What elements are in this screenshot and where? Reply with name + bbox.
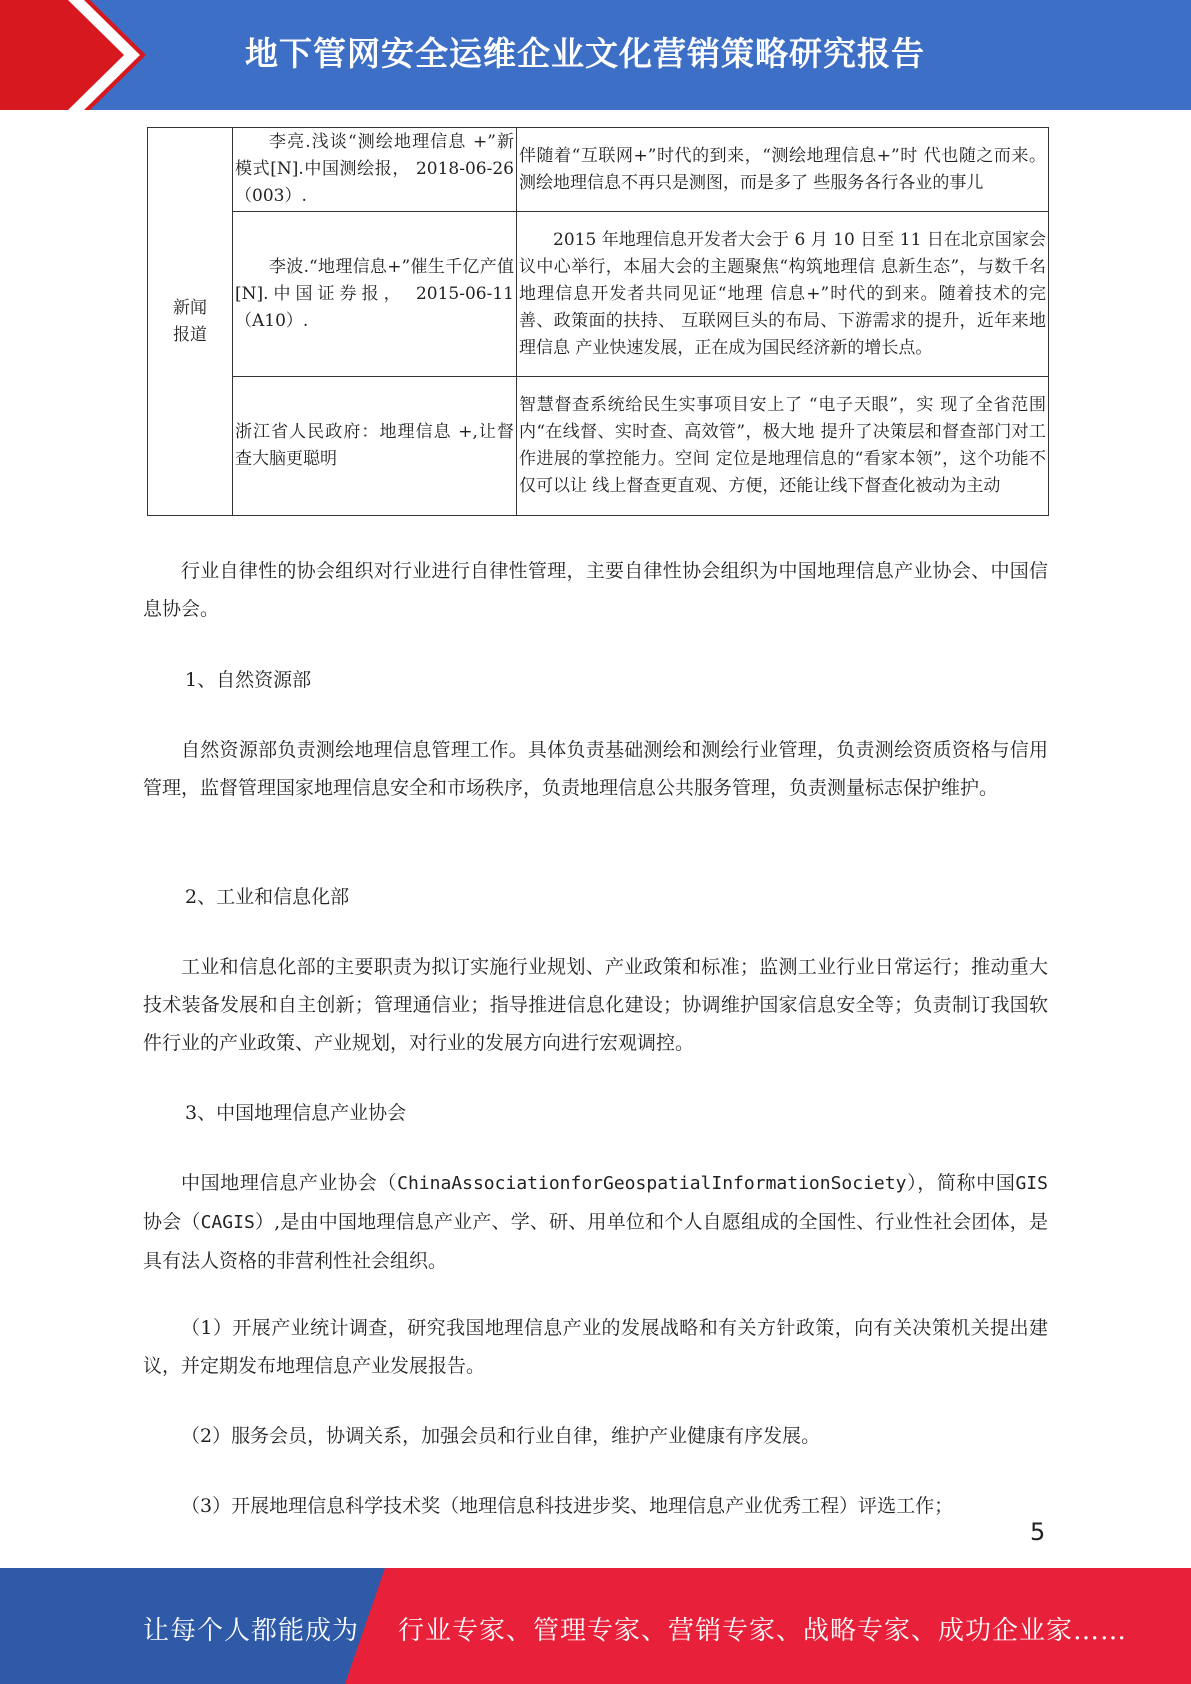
paragraph: 行业自律性的协会组织对行业进行自律性管理，主要自律性协会组织为中国地理信息产业协会、中国信息协会。 bbox=[143, 560, 1048, 620]
paragraph: 工业和信息化部的主要职责为拟订实施行业规划、产业政策和标准；监测工业行业日常运行；推动重大技术装备发展和自主创新；管理通信业；指导推进信息化建设；协调维护国家信息安全等；负责制订我国软件行业的产业政策、产业规划，对行业的发展方向进行宏观调控。 bbox=[143, 956, 1048, 1054]
english-name: ChinaAssociationforGeospatialInformationSociety bbox=[397, 1173, 907, 1194]
source-cell: 李亮.浅谈“测绘地理信息 +”新模式[N].中国测绘报， 2018-06-26 （003）. bbox=[233, 128, 517, 212]
paragraph bbox=[143, 1164, 1048, 1280]
paragraph: 自然资源部负责测绘地理信息管理工作。具体负责基础测绘和测绘行业管理，负责测绘资质资格与信用管理，监督管理国家地理信息安全和市场秩序，负责地理信息公共服务管理，负责测量标志保护维护。 bbox=[143, 739, 1048, 799]
abbrev: GIS bbox=[1015, 1173, 1048, 1194]
section-heading: 3、中国地理信息产业协会 bbox=[185, 1102, 407, 1124]
table-row bbox=[148, 128, 1049, 212]
table-row bbox=[148, 212, 1049, 377]
category-line-1: 新闻 bbox=[173, 297, 207, 318]
abbrev: CAGIS bbox=[200, 1212, 255, 1233]
source-cell: 浙江省人民政府：地理信息 +,让督查大脑更聪明 bbox=[233, 377, 517, 516]
section-heading: 2、工业和信息化部 bbox=[185, 886, 350, 908]
summary-cell: 伴随着“互联网+”时代的到来，“测绘地理信息+”时 代也随之而来。测绘地理信息不再只是测图，而是多了 些服务各行各业的事儿 bbox=[517, 128, 1049, 212]
page-header bbox=[0, 0, 1191, 110]
summary-cell: 2015 年地理信息开发者大会于 6 月 10 日至 11 日在北京国家会议中心举行，本届大会的主题聚焦“构筑地理信 息新生态”，与数千名地理信息开发者共同见证“地理 信息+”时代的到来。随着技术的完善、政策面的扶持、 互联网巨头的布局、下游需求的提升，近年来地理信息 产业快速发展，正在成为国民经济新的增长点。 bbox=[517, 212, 1049, 377]
page-footer bbox=[0, 1568, 1191, 1684]
page-number: 5 bbox=[1030, 1518, 1046, 1546]
source-cell: 李波.“地理信息+”催生千亿产值[N].中国证券报， 2015-06-11（A10）. bbox=[233, 212, 517, 377]
summary-cell: 智慧督查系统给民生实事项目安上了 “电子天眼”，实 现了全省范围内“在线督、实时查、高效管”，极大地 提升了决策层和督查部门对工作进展的掌控能力。空间 定位是地理信息的“看家本领”，这个功能不仅可以让 线上督查更直观、方便，还能让线下督查化被动为主动 bbox=[517, 377, 1049, 516]
header-arrow-icon bbox=[0, 0, 160, 110]
section-heading: 1、自然资源部 bbox=[185, 669, 312, 691]
report-title: 地下管网安全运维企业文化营销策略研究报告 bbox=[245, 34, 925, 73]
category-cell bbox=[148, 128, 233, 516]
text-span: ），简称中国 bbox=[906, 1172, 1016, 1194]
text-span: 协会（ bbox=[143, 1211, 201, 1233]
text-span: ）,是由中国地理信息产业产、学、研、用单位和个人自愿组成的全国性、行业性社会团体，是具有法人资格的非营利性社会组织。 bbox=[143, 1211, 1048, 1272]
list-item: （3）开展地理信息科学技术奖（地理信息科技进步奖、地理信息产业优秀工程）评选工作； bbox=[181, 1495, 954, 1517]
text-span: 中国地理信息产业协会（ bbox=[181, 1172, 398, 1194]
category-line-2: 报道 bbox=[173, 324, 207, 345]
footer-slogan-right: 行业专家、管理专家、营销专家、战略专家、成功企业家…… bbox=[398, 1616, 1128, 1646]
footer-slogan-left: 让每个人都能成为 bbox=[143, 1616, 360, 1646]
news-report-table bbox=[147, 127, 1049, 516]
table-row bbox=[148, 377, 1049, 516]
list-item: （1）开展产业统计调查，研究我国地理信息产业的发展战略和有关方针政策，向有关决策机关提出建议，并定期发布地理信息产业发展报告。 bbox=[143, 1317, 1048, 1377]
list-item: （2）服务会员，协调关系，加强会员和行业自律，维护产业健康有序发展。 bbox=[181, 1425, 821, 1447]
